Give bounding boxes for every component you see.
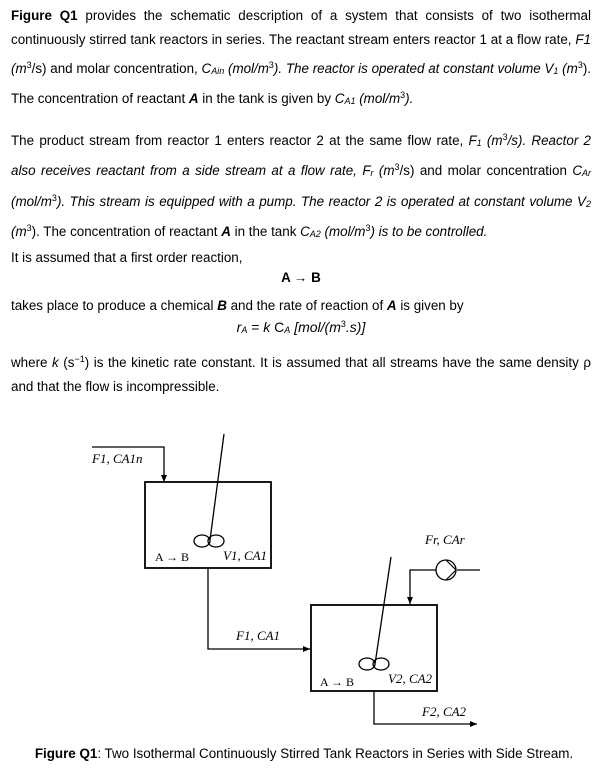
pump-icon: [436, 560, 456, 580]
tank-2-label: V2, CA2: [388, 671, 433, 686]
reactor-2-impeller-icon: [359, 658, 389, 670]
outlet-label: F2, CA2: [422, 704, 467, 719]
paragraph-system-description: Figure Q1 provides the schematic description of a system that consists of two isothermal continuously stirred tank reactors in series. The reactant stream enters reactor 1 at a flow rate, F1 $(m^3/s)$ and molar concentration, CAin $(mol/m^3)$. The reactor is operated at constant volume V1 $(m^3)$. The concentration of reactant A in the tank is given by CA1 $(mol/m^3)$.: [11, 8, 592, 106]
side-stream-label: Fr, CAr: [425, 532, 465, 547]
figure-caption: Figure Q1: Two Isothermal Continuously Stirred Tank Reactors in Series with Side Stream.: [34, 746, 574, 761]
reaction-1-label: A → B: [155, 550, 190, 564]
rate-equation: rA = k CA $[mol/(m^3.s)]$: [236, 319, 366, 335]
side-stream-feed-line: [410, 570, 436, 604]
paragraph-assumptions: where k $(s^{-1})$ is the kinetic rate constant. It is assumed that all streams have the same density ρ and that the flow is incompressible.: [11, 354, 591, 395]
reaction-equation: A → B: [281, 270, 321, 285]
caption-figure-ref: Figure Q1: [34, 746, 98, 761]
paragraph-reaction-intro: It is assumed that a first order reaction,: [11, 250, 243, 265]
reaction-2-label: A → B: [320, 675, 355, 689]
figure-reference: Figure Q1: [11, 8, 78, 23]
feed-label: F1, CA1n: [92, 451, 143, 466]
tank-1-label: V1, CA1: [223, 548, 268, 563]
paragraph-reactor-2: The product stream from reactor 1 enters reactor 2 at the same flow rate, F1 $(m^3/s)$. Reactor 2 also receives reactant from a side stream at a flow rate, Fr $(m^3/s)$ and molar concentration CAr $(mol/m^3)$. This stream is equipped with a pump. The reactor 2 is operated at constant volume V2 $(m^3)$. The concentration of reactant A in the tank CA2 $(mol/m^3)$ is to be controlled.: [11, 132, 591, 239]
mid-stream-label: F1, CA1: [236, 628, 281, 643]
paragraph-rate-intro: takes place to produce a chemical B and the rate of reaction of A is given by: [11, 298, 464, 313]
reactor-2-stirrer-shaft: [375, 557, 391, 664]
reactor-1-stirrer-shaft: [210, 434, 224, 540]
reactor-1-impeller-icon: [194, 535, 224, 547]
